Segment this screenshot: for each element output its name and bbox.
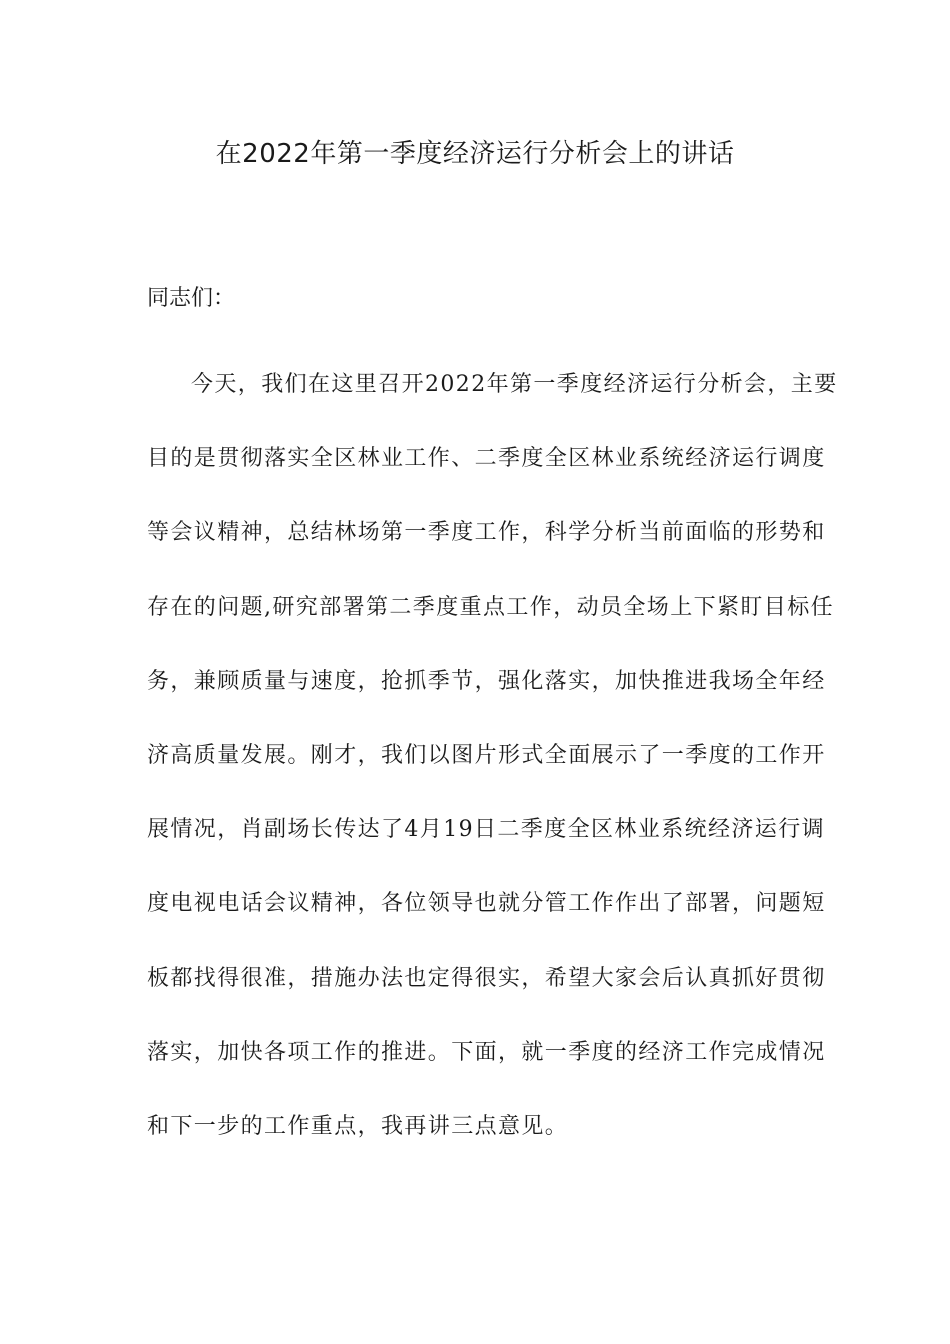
paragraph-line: 展情况，肖副场长传达了4月19日二季度全区林业系统经济运行调 [147,817,825,843]
paragraph-line: 和下一步的工作重点，我再讲三点意见。 [147,1113,569,1139]
document-title: 在2022年第一季度经济运行分析会上的讲话 [215,139,735,169]
paragraph-line: 济高质量发展。刚才，我们以图片形式全面展示了一季度的工作开 [147,742,826,768]
paragraph-line: 度电视电话会议精神，各位领导也就分管工作作出了部署，问题短 [147,891,826,917]
paragraph-line: 目的是贯彻落实全区林业工作、二季度全区林业系统经济运行调度 [147,446,826,472]
paragraph-line: 今天，我们在这里召开2022年第一季度经济运行分析会，主要 [191,372,838,397]
paragraph-line: 板都找得很准，措施办法也定得很实，希望大家会后认真抓好贯彻 [147,965,826,991]
salutation: 同志们： [147,286,236,311]
paragraph-line: 落实，加快各项工作的推进。下面，就一季度的经济工作完成情况 [147,1039,826,1065]
paragraph-line: 存在的问题,研究部署第二季度重点工作，动员全场上下紧盯目标任 [147,594,834,620]
paragraph-line: 等会议精神，总结林场第一季度工作，科学分析当前面临的形势和 [147,520,826,546]
body-paragraph [147,370,838,1186]
paragraph-line: 务，兼顾质量与速度，抢抓季节，强化落实，加快推进我场全年经 [147,668,826,694]
